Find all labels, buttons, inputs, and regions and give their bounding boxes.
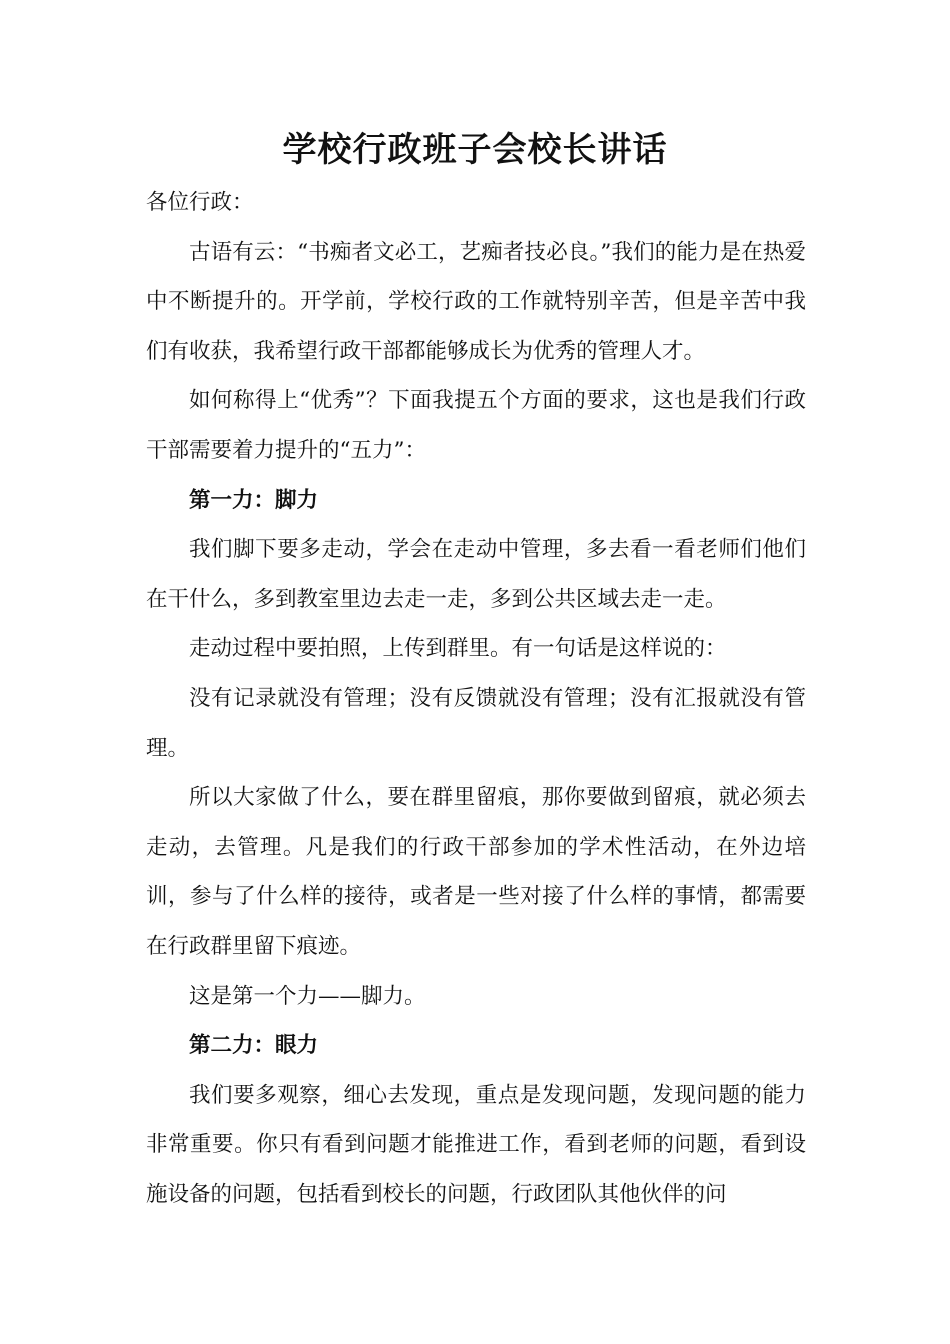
body-paragraph: 古语有云：“书痴者文必工，艺痴者技必良。”我们的能力是在热爱中不断提升的。开学前，学校行政的工作就特别辛苦，但是辛苦中我们有收获，我希望行政干部都能够成长为优秀的管理人才。 [146,239,806,364]
body-paragraph: 没有记录就没有管理；没有反馈就没有管理；没有汇报就没有管理。 [146,685,806,761]
body-paragraph: 走动过程中要拍照，上传到群里。有一句话是这样说的： [189,636,727,662]
body-paragraph: 所以大家做了什么，要在群里留痕，那你要做到留痕，就必须去走动，去管理。凡是我们的行政干部参加的学术性活动，在外边培训，参与了什么样的接待，或者是一些对接了什么样的事情，都需要在行政群里留下痕迹。 [146,785,806,959]
body-paragraph: 这是第一个力——脚力。 [189,983,426,1009]
section-heading: 第二力：眼力 [189,1033,319,1059]
document-body [146,178,806,1219]
body-paragraph: 如何称得上“优秀”？下面我提五个方面的要求，这也是我们行政干部需要着力提升的“五力”： [146,388,806,463]
section-heading: 第一力：脚力 [189,487,319,513]
greeting: 各位行政： [146,190,254,215]
body-paragraph: 我们脚下要多走动，学会在走动中管理，多去看一看老师们他们在干什么，多到教室里边去走一走，多到公共区域去走一走。 [146,537,806,612]
body-paragraph: 我们要多观察，细心去发现，重点是发现问题，发现问题的能力非常重要。你只有看到问题才能推进工作，看到老师的问题，看到设施设备的问题，包括看到校长的问题，行政团队其他伙伴的问 [146,1082,806,1207]
document-title: 学校行政班子会校长讲话 [282,130,668,170]
